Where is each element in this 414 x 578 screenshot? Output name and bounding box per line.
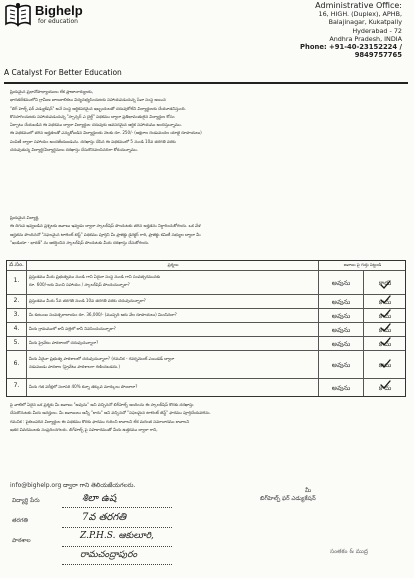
row-number: 3.: [13, 311, 20, 318]
intro-line: చదువుతున్న విద్యార్థి/విద్యార్థినులు దరఖాస్తు చేసుకొనవలసినదిగా కోరుచున్నాము.: [10, 147, 138, 153]
intro-line: ఈ పథకములో తగిన అర్హతలతో ఎన్నుకోబడిన విద్యార్థులకు నెలకు రూ. 250/- (అక్షరాల రెండువందల యాభై రూపాయలు): [10, 130, 202, 136]
no-option[interactable]: కాదు: [378, 279, 392, 287]
row-number: 2.: [13, 297, 20, 304]
table-row: [7, 308, 405, 323]
brand-subtitle: for education: [38, 18, 78, 25]
check-mark-icon: [381, 338, 390, 345]
address-line: Balajinagar, Kukatpally: [328, 18, 402, 27]
note-line: పై వాటిలో ఏదైన ఒక ప్రశ్నకు మీ జవాబు "అవును" అని వచ్చినచో బిగ్‌హెల్ప్ అందించు ఈ స్కాలర్‌షిప్ కొరకు దరఖాస్తు: [10, 402, 194, 407]
row-question: [29, 297, 317, 305]
tagline: A Catalyst For Better Education: [4, 68, 122, 77]
school-value-line2[interactable]: రామచంద్రాపురం: [80, 550, 138, 560]
student-line: ఈ దిగువ ఇవ్వబడిన ప్రశ్నలకు జవాబు ఇవ్వడం ద్వారా స్కాలర్‌షిప్ పొందుటకు తగిన అర్హతను నిర్ధారించుకోగలరు. ఒక వేళ: [10, 223, 201, 229]
yes-option[interactable]: అవును: [331, 361, 351, 369]
table-row: [7, 322, 405, 337]
table-row: [7, 294, 405, 309]
address-line: 16, HIGH. (Duplex), APHB,: [318, 10, 402, 19]
check-mark-icon: [381, 381, 390, 388]
question-line: ప్రస్తుతము మీరు ప్రభుత్వము నుండి గాని ఏదైనా సంస్థ నుండి గాని సంవత్సరమునకు: [29, 274, 161, 279]
office-title: Administrative Office:: [315, 1, 402, 10]
check-mark-icon: [381, 310, 390, 317]
check-mark-icon: [381, 360, 390, 367]
intro-line: పంపిణీ ద్వారా సహాయం అందజేయబడును. దరఖాస్తు చేసిన ఈ పథకములో 5 నుండి 10వ తరగతి వరకు: [10, 138, 176, 144]
student-line: అర్హతను పొందినచో "సఫలమైన టాలెంట్ టెస్ట్" పథకము పూర్తిని మీ ప్రాజెక్టు డైరెక్టర్ గారి, ప్రాజెక్టు కమిటీ సభ్యుల ద్వారా మీ: [10, 231, 201, 237]
school-label: పాఠశాల: [12, 538, 31, 544]
row-number: 5.: [13, 339, 20, 346]
tick-marks: [363, 270, 405, 395]
stamp-signature: సంతకం & ముద్ర: [330, 549, 368, 555]
school-value[interactable]: Z.P.H.S. ఆకులూరి,: [80, 531, 154, 541]
student-salutation: ప్రియమైన విద్యార్థి,: [10, 215, 40, 220]
row-number: 6.: [13, 360, 20, 367]
intro-line: ఏర్పాటు చేయబడిన ఈ పథకము ద్వారా విద్యార్థుల చదువుకు అవసరమైన ఆర్థిక సహాయము అందిస్తున్నాము.: [10, 122, 182, 128]
address-line: Andhra Pradesh, INDIA: [329, 34, 402, 43]
intro-line: కొనసాగించుటకు సహాయపడుచున్న "స్పాన్సర్ ఎ చైల్డ్" పథకము ద్వారా ప్రతిభావంతులైన విద్యార్థుల కోసం: [10, 113, 175, 119]
organisation-signature: బిగ్‌హెల్ప్ ఫర్ ఎడ్యుకేషన్: [260, 496, 316, 502]
no-option[interactable]: కాదు: [378, 384, 392, 392]
question-line: మీ కుటుంబ సంవత్సరాదాయం రూ. 36,000/- (ముప్పది ఆరు వేల రూపాయలు) మించినదా?: [29, 312, 177, 317]
header-divider: [4, 82, 408, 84]
row-question: [29, 383, 317, 391]
note-line: ఇతర వివరములకు సంప్రదించగలరు. బిగ్‌హెల్ప్ పై సహకారముతో మీరు ఉత్తరము ద్వారా గాని,: [10, 426, 158, 432]
question-line: ప్రస్తుతము మీరు 5వ తరగతి నుండి 10వ తరగతి వరకు చదువుచున్నారా?: [29, 298, 146, 303]
yes-option[interactable]: అవును: [331, 298, 351, 306]
intro-line: "బిగ్ హెల్ప్ ఫర్ ఎడ్యుకేషన్" అనే సంస్థ ఆర్థికపరమైన ఇబ్బందులతో చదువుకోలేని విద్యార్థులకు చేయూతనిస్తుంది.: [10, 105, 186, 111]
check-mark-icon: [381, 281, 390, 288]
student-line: "ఇండియా - భారత్" ను ఆకర్షించిన స్కాలర్‌షిప్ పొందుటకు మీరు దరఖాస్తు చేసుకోగలరు.: [10, 239, 150, 245]
row-number: 7.: [13, 382, 20, 389]
school-field-line: [62, 546, 172, 547]
header-sno: వ.సం.: [9, 262, 24, 268]
note-line: చేసుకొనుటకు మీరు అనర్హులు. మీ జవాబులు అన్నీ "కాదు" అని వచ్చినచో "సఫలమైన టాలెంట్ టెస్ట్" ఫారము పూర్తిచేయవలెను.: [10, 410, 211, 416]
table-row: [7, 270, 405, 295]
question-line: మీరు గత పరీక్షలో సరాసరి 40% కన్నా తక్కువ మార్కులు పొందారా?: [29, 384, 138, 389]
note-line: గమనిక : పైకలుపరిన విద్యార్థుల ఈ పథకము కొరకు ఫారము గురించి కావాలని లేక మరింత సమాచారము కావాలని: [10, 418, 190, 424]
salutation: ప్రియమైన ప్రధానోపాధ్యాయులు లేక ప్రాణాచార్యులకు,: [10, 89, 94, 94]
question-line: మీరు ఏదైనా ప్రభుత్వ పాఠశాలలో చదువుచున్నారా? (గమనిక - గవర్నమెంట్ ఎయిడెడ్ ద్వారా: [29, 356, 175, 361]
intro-paragraph: [10, 88, 406, 154]
table-row: [7, 350, 405, 379]
yes-option[interactable]: అవును: [331, 312, 351, 320]
row-question: [29, 311, 317, 319]
class-value[interactable]: 7వ తరగతి: [82, 512, 127, 523]
check-mark-icon: [381, 296, 390, 303]
row-question: [29, 273, 317, 290]
table-row: [7, 378, 405, 396]
student-name-value[interactable]: శిలా ఉష: [82, 493, 117, 504]
row-question: [29, 325, 317, 333]
eligibility-table: [6, 260, 406, 397]
no-option[interactable]: కాదు: [378, 326, 392, 334]
no-option[interactable]: కాదు: [378, 312, 392, 320]
row-question: [29, 339, 317, 347]
intro-line: భారతదేశములోని గ్రామీణ బాలబాలికలు విద్యనభ్యసించుటకు సహాయపడుచున్న సేవా సంస్థ అయిన: [10, 97, 166, 103]
brand-name: Bighelp: [35, 3, 83, 18]
header-answer: జవాబు పై గుర్తు పెట్టండి: [343, 262, 382, 267]
office-address: [252, 2, 402, 59]
class-field-line: [62, 527, 172, 528]
row-number: 4.: [13, 325, 20, 332]
no-option[interactable]: కాదు: [378, 298, 392, 306]
signoff: మీ: [305, 488, 312, 494]
question-line: రూ. 600/-లకు మించి సహాయం / స్కాలర్‌షిప్ పొందుచున్నారా?: [29, 282, 130, 288]
school-field-line-2: [62, 564, 172, 565]
row-number: 1.: [13, 277, 20, 284]
open-book-logo-icon: [4, 2, 32, 28]
question-line: నడుపబడు పాఠశాల (ప్రైవేటు పాఠశాలగా గణించబడదు.): [29, 364, 120, 370]
name-field-line: [62, 507, 172, 508]
contact-email-line[interactable]: info@bighelp.org ద్వారా గాని తెలియజేయగలరు.: [10, 482, 136, 489]
address-line: Hyderabad - 72: [352, 26, 402, 35]
yes-option[interactable]: అవును: [331, 340, 351, 348]
instructions-paragraph: [10, 401, 406, 434]
class-label: తరగతి: [12, 518, 28, 524]
table-header-row: [7, 261, 405, 270]
phone-number: Phone: +91-40-23152224 / 9849757765: [300, 43, 402, 60]
student-name-label: విద్యార్థి పేరు: [12, 498, 40, 504]
table-row: [7, 336, 405, 351]
question-line: మీరు ప్రైవేటు పాఠశాలలో చదువుచున్నారా?: [29, 340, 99, 345]
no-option[interactable]: కాదు: [378, 361, 392, 369]
question-line: మీరు గ్రామములో కానీ పల్లెలో కానీ నివసించుచున్నారా?: [29, 326, 116, 331]
yes-option[interactable]: అవును: [331, 326, 351, 334]
row-question: [29, 355, 317, 372]
check-mark-icon: [381, 324, 390, 331]
header-question: ప్రశ్నలు: [167, 262, 179, 267]
student-paragraph: [10, 214, 406, 247]
yes-option[interactable]: అవును: [331, 384, 351, 392]
no-option[interactable]: కాదు: [378, 340, 392, 348]
yes-option[interactable]: అవును: [331, 279, 351, 287]
